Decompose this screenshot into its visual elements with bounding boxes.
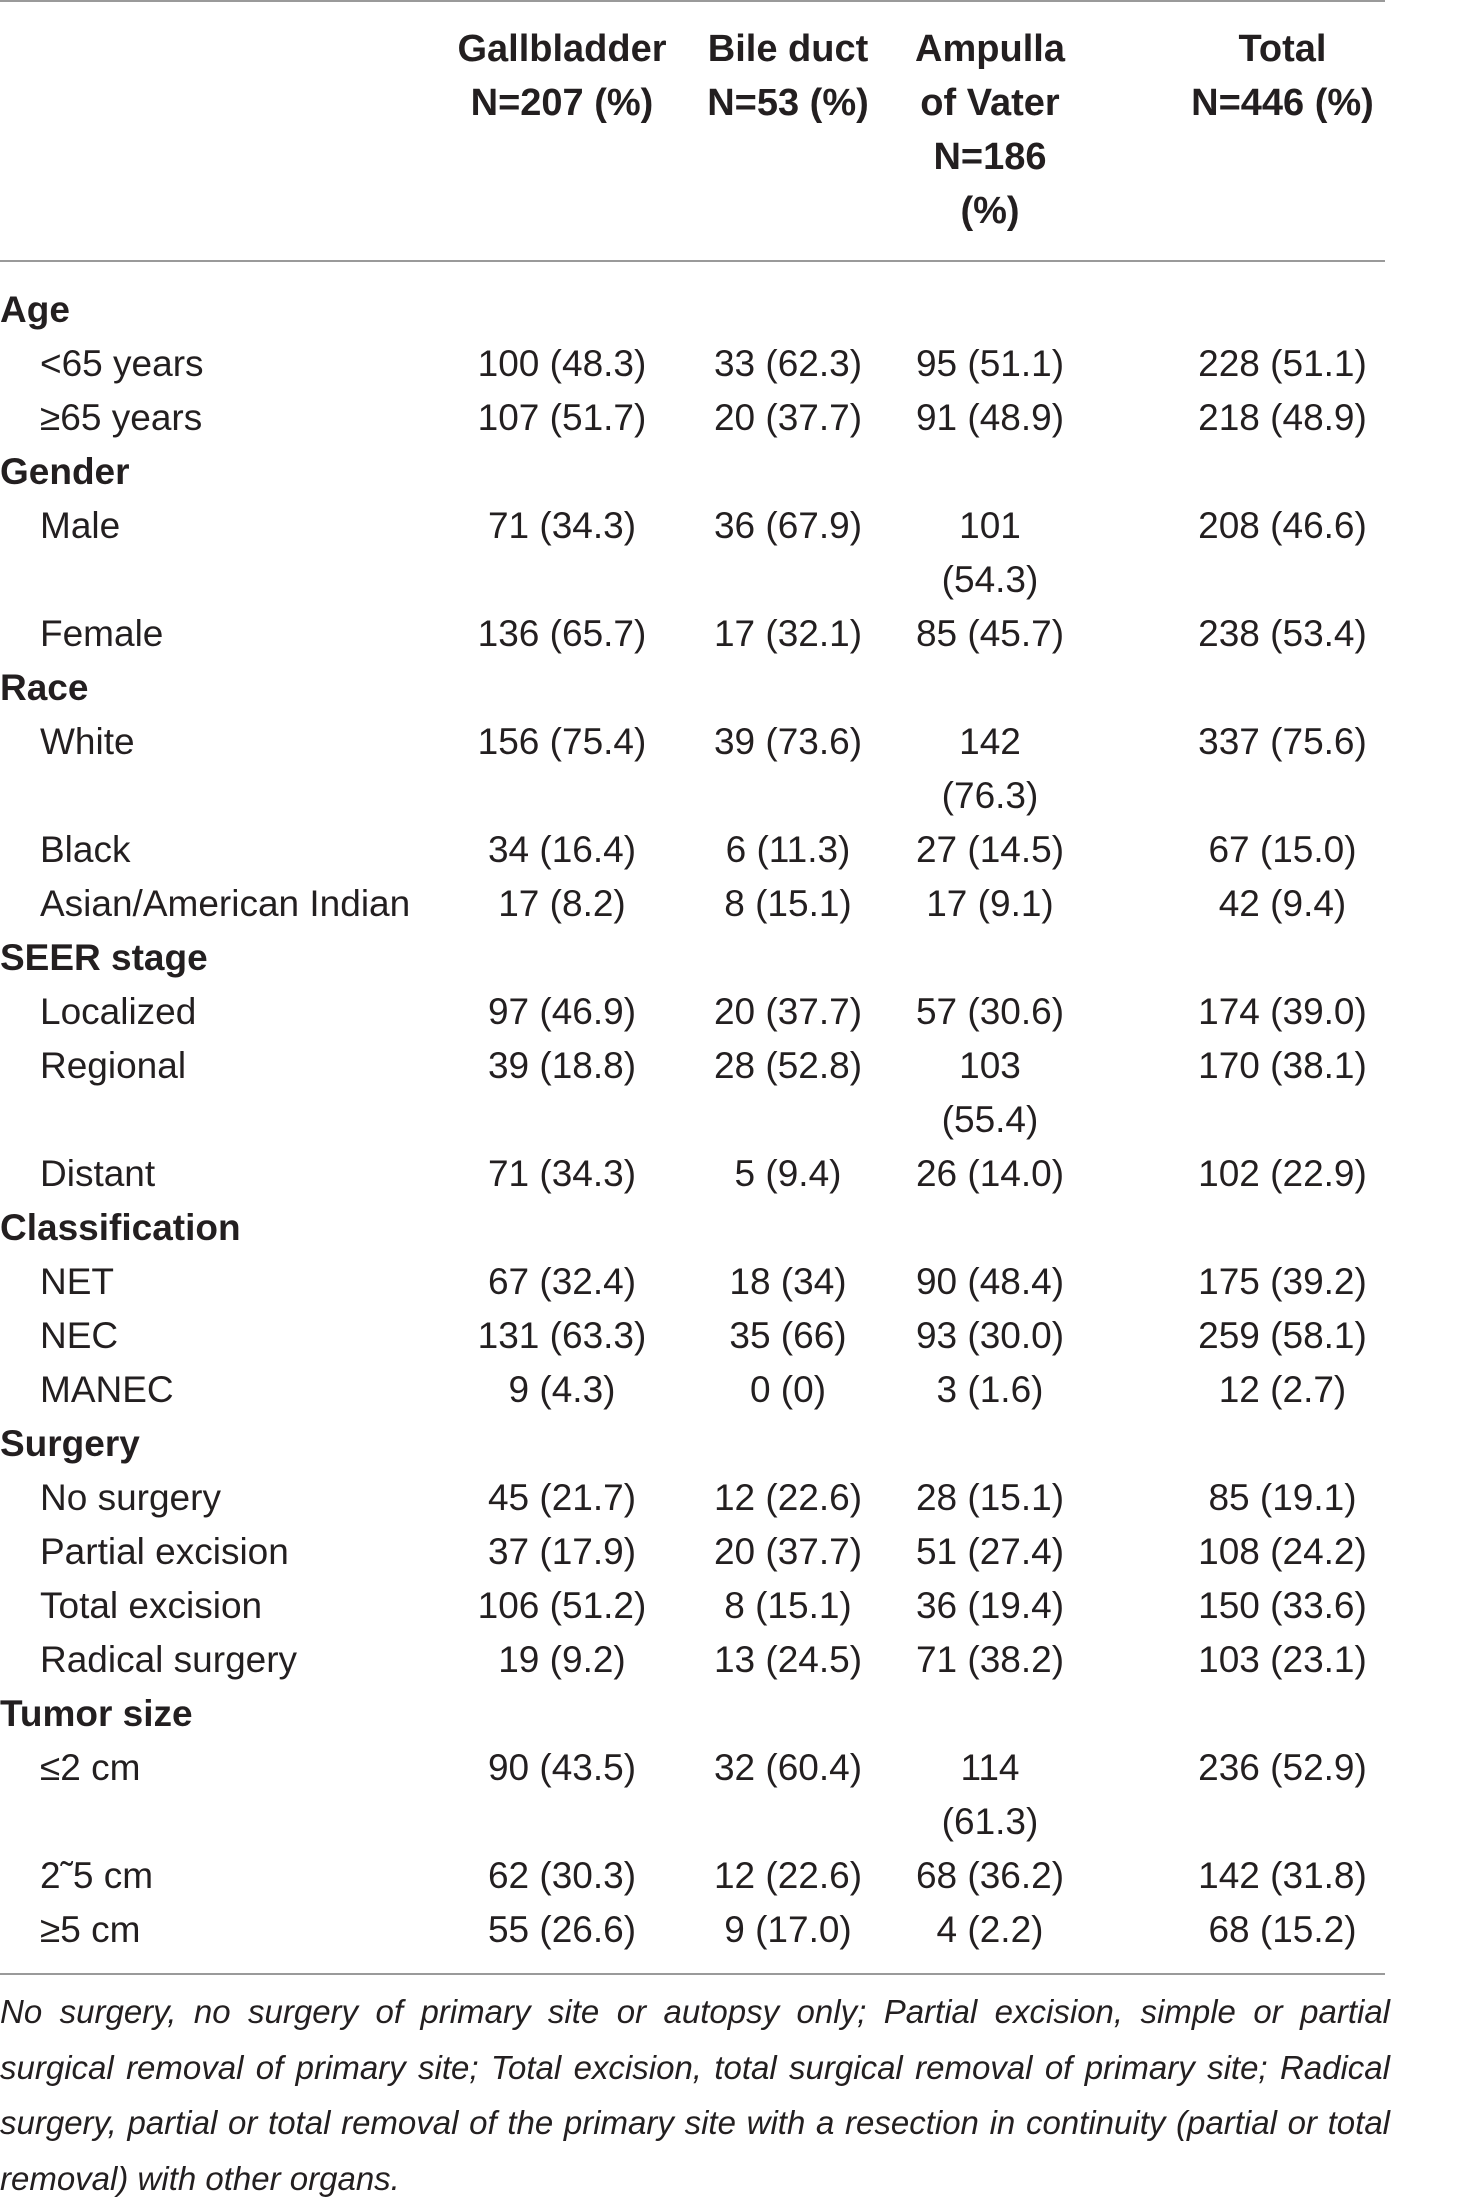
table-row [0,1849,1460,1903]
section-header-row [0,283,1460,337]
table-cell [447,1309,677,1363]
cell-line: 9 (4.3) [508,1369,616,1410]
cell-line: 71 (38.2) [915,1639,1065,1680]
cell-line: 37 (17.9) [487,1531,637,1572]
header-line: N=207 (%) [470,82,654,124]
table-cell [447,1903,677,1957]
cell-line: 142 (31.8) [1198,1855,1367,1896]
cell-line: 97 (46.9) [487,991,637,1032]
table-cell [688,1147,888,1201]
table-cell [1145,715,1420,769]
cell-line: 0 (0) [749,1369,827,1410]
table-cell [890,1741,1090,1849]
table-cell [890,1363,1090,1417]
cell-line: 5 (9.4) [734,1153,842,1194]
row-label: Regional [40,1045,187,1086]
section-label: SEER stage [0,937,208,978]
cell-line: (61.3) [941,1801,1039,1842]
row-label: NET [40,1261,114,1302]
table-cell [1145,337,1420,391]
cell-line: 114 [960,1747,1020,1788]
table-cell [447,1471,677,1525]
table-cell [890,1579,1090,1633]
table-cell [688,1903,888,1957]
header-rule [0,260,1385,262]
cell-line: 174 (39.0) [1198,991,1367,1032]
cell-line: 136 (65.7) [477,613,647,654]
table-cell [1145,1579,1420,1633]
row-label: Black [40,829,131,870]
table-cell [688,1525,888,1579]
header-line: N=186 [933,136,1047,178]
table-cell [890,715,1090,823]
table-cell [890,391,1090,445]
row-label: Partial excision [40,1531,289,1572]
table-cell [688,337,888,391]
table-row [0,607,1460,661]
table-cell [1145,1741,1420,1795]
cell-line: 68 (15.2) [1208,1909,1357,1950]
cell-line: 45 (21.7) [487,1477,637,1518]
row-label: Male [40,505,121,546]
column-header-bile-duct [688,22,888,130]
table-row [0,877,1460,931]
row-label: White [40,721,135,762]
table-cell [447,1255,677,1309]
table-cell [890,607,1090,661]
table-cell [1145,985,1420,1039]
cell-line: 150 (33.6) [1198,1585,1367,1626]
table-cell [688,499,888,553]
table-cell [890,337,1090,391]
cell-line: 90 (43.5) [487,1747,637,1788]
cell-line: 67 (32.4) [487,1261,637,1302]
table-cell [1145,1849,1420,1903]
cell-line: 68 (36.2) [915,1855,1065,1896]
cell-line: 95 (51.1) [915,343,1065,384]
cell-line: 26 (14.0) [915,1153,1065,1194]
cell-line: 6 (11.3) [725,829,851,870]
header-line: Bile duct [707,28,869,70]
row-label: Asian/American Indian [40,883,411,924]
table-cell [447,499,677,553]
table-cell [688,715,888,769]
table-row [0,985,1460,1039]
cell-line: (55.4) [941,1099,1039,1140]
table-row [0,1471,1460,1525]
table-cell [688,1039,888,1093]
cell-line: 142 [959,721,1021,762]
table-cell [1145,877,1420,931]
table-cell [1145,1525,1420,1579]
row-label: ≥65 years [40,397,203,438]
cell-line: 175 (39.2) [1198,1261,1367,1302]
cell-line: 91 (48.9) [915,397,1065,438]
column-header-total [1145,22,1420,130]
table-cell [447,1579,677,1633]
cell-line: 108 (24.2) [1198,1531,1367,1572]
table-row [0,1309,1460,1363]
cell-line: 17 (32.1) [713,613,863,654]
cell-line: 259 (58.1) [1198,1315,1367,1356]
table-cell [447,1363,677,1417]
cell-line: 57 (30.6) [915,991,1065,1032]
cell-line: 27 (14.5) [915,829,1065,870]
table-cell [688,877,888,931]
table-row [0,337,1460,391]
cell-line: 238 (53.4) [1198,613,1367,654]
cell-line: 101 [959,505,1021,546]
section-label: Classification [0,1207,241,1248]
section-label: Gender [0,451,130,492]
cell-line: 103 (23.1) [1198,1639,1367,1680]
table-cell [688,1849,888,1903]
table-cell [447,391,677,445]
row-label: Localized [40,991,197,1032]
table-cell [1145,1255,1420,1309]
row-label: <65 years [40,343,204,384]
table-cell [447,715,677,769]
table-cell [890,1903,1090,1957]
header-line: Ampulla [915,28,1065,70]
table-row [0,391,1460,445]
cell-line: (54.3) [941,559,1039,600]
cell-line: 62 (30.3) [487,1855,637,1896]
cell-line: 20 (37.7) [713,397,863,438]
cell-line: 102 (22.9) [1198,1153,1367,1194]
table-cell [1145,1147,1420,1201]
table-cell [890,1309,1090,1363]
cell-line: 19 (9.2) [498,1639,626,1680]
header-line: Total [1238,28,1327,70]
table-cell [1145,1633,1420,1687]
section-header-row [0,1201,1460,1255]
cell-line: 337 (75.6) [1198,721,1367,762]
table-cell [1145,823,1420,877]
row-label: NEC [40,1315,119,1356]
section-header-row [0,1417,1460,1471]
cell-line: 3 (1.6) [936,1369,1044,1410]
table-cell [890,1849,1090,1903]
cell-line: 51 (27.4) [915,1531,1065,1572]
table-cell [890,1255,1090,1309]
row-label: Distant [40,1153,156,1194]
section-header-row [0,931,1460,985]
cell-line: 55 (26.6) [487,1909,637,1950]
cell-line: 17 (8.2) [498,883,626,924]
cell-line: 12 (2.7) [1218,1369,1347,1410]
cell-line: 131 (63.3) [477,1315,647,1356]
table-footnote: No surgery, no surgery of primary site or autopsy only; Partial excision, simple or partial surgical removal of primary site; Total excision, total surgical removal of primary site; Radical surgery, partial or total removal of the primary site with a resection in continuity (partial or total removal) with other organs. [0,1993,1390,2197]
cell-line: 28 (15.1) [915,1477,1065,1518]
header-line: Gallbladder [457,28,667,70]
table-cell [688,607,888,661]
cell-line: 35 (66) [729,1315,847,1356]
table-cell [447,1525,677,1579]
cell-line: 156 (75.4) [477,721,647,762]
section-header-row [0,445,1460,499]
cell-line: 36 (67.9) [713,505,863,546]
row-label: ≥5 cm [40,1909,141,1950]
cell-line: 218 (48.9) [1198,397,1367,438]
table-cell [688,1633,888,1687]
table-cell [688,1309,888,1363]
table-cell [447,607,677,661]
table-cell [447,1039,677,1093]
cell-line: 228 (51.1) [1198,343,1367,384]
header-line: of Vater [920,82,1060,124]
table-cell [890,877,1090,931]
cell-line: 208 (46.6) [1198,505,1367,546]
table-cell [688,823,888,877]
row-label: Total excision [40,1585,263,1626]
row-label: Radical surgery [40,1639,298,1680]
cell-line: 71 (34.3) [487,1153,637,1194]
table-cell [890,1525,1090,1579]
section-label: Surgery [0,1423,140,1464]
table-row [0,823,1460,877]
table-cell [1145,499,1420,553]
header-line: (%) [960,190,1020,232]
table-cell [688,391,888,445]
cell-line: 18 (34) [729,1261,847,1302]
cell-line: 32 (60.4) [713,1747,863,1788]
table-cell [688,1579,888,1633]
table-cell [447,1741,677,1795]
cell-line: 93 (30.0) [915,1315,1065,1356]
table-cell [447,1849,677,1903]
row-label: ≤2 cm [40,1747,141,1788]
cell-line: 90 (48.4) [915,1261,1065,1302]
table-row [0,1147,1460,1201]
table-cell [688,1741,888,1795]
row-label: MANEC [40,1369,174,1410]
table-cell [890,1039,1090,1147]
table-cell [890,985,1090,1039]
table-cell [1145,1471,1420,1525]
row-label: No surgery [40,1477,221,1518]
cell-line: 8 (15.1) [724,1585,852,1626]
top-rule [0,0,1385,2]
cell-line: 12 (22.6) [713,1855,863,1896]
table-cell [1145,1903,1420,1957]
row-label: Female [40,613,164,654]
table-row [0,499,1460,607]
table-cell [688,985,888,1039]
cell-line: 12 (22.6) [713,1477,863,1518]
section-label: Race [0,667,89,708]
table-row [0,1741,1460,1849]
section-label: Tumor size [0,1693,193,1734]
cell-line: 8 (15.1) [724,883,852,924]
table-row [0,1903,1460,1957]
table-cell [890,1147,1090,1201]
cell-line: 13 (24.5) [713,1639,863,1680]
table-cell [1145,1039,1420,1093]
table-row [0,1039,1460,1147]
table-row [0,715,1460,823]
cell-line: 106 (51.2) [477,1585,647,1626]
row-label: 2˜5 cm [40,1855,154,1896]
cell-line: 4 (2.2) [936,1909,1044,1950]
cell-line: 170 (38.1) [1198,1045,1367,1086]
table-row [0,1255,1460,1309]
cell-line: 9 (17.0) [724,1909,852,1950]
cell-line: 17 (9.1) [926,883,1054,924]
table-cell [1145,391,1420,445]
table-cell [447,877,677,931]
cell-line: 39 (73.6) [713,721,863,762]
table-row [0,1579,1460,1633]
table-cell [688,1471,888,1525]
table-cell [890,499,1090,607]
table-cell [447,985,677,1039]
header-line: N=53 (%) [707,82,869,124]
cell-line: 20 (37.7) [713,1531,863,1572]
cell-line: 103 [959,1045,1021,1086]
cell-line: 36 (19.4) [915,1585,1065,1626]
table-cell [1145,1363,1420,1417]
section-header-row [0,661,1460,715]
column-header-ampulla-of-vater [890,22,1090,238]
cell-line: 39 (18.8) [487,1045,637,1086]
cell-line: 236 (52.9) [1198,1747,1367,1788]
table-row [0,1525,1460,1579]
table-cell [688,1255,888,1309]
table-cell [447,1147,677,1201]
cell-line: 85 (45.7) [915,613,1065,654]
table-cell [1145,607,1420,661]
table-cell [688,1363,888,1417]
table-cell [447,823,677,877]
header-line: N=446 (%) [1191,82,1374,124]
cell-line: 28 (52.8) [713,1045,863,1086]
cell-line: (76.3) [941,775,1039,816]
table-row [0,1363,1460,1417]
column-header-gallbladder [447,22,677,130]
table-cell [890,1471,1090,1525]
table-row [0,1633,1460,1687]
cell-line: 67 (15.0) [1208,829,1357,870]
table-cell [447,1633,677,1687]
table-cell [447,337,677,391]
table-cell [1145,1309,1420,1363]
cell-line: 33 (62.3) [713,343,863,384]
table-cell [890,1633,1090,1687]
cell-line: 71 (34.3) [487,505,637,546]
cell-line: 107 (51.7) [477,397,647,438]
section-label: Age [0,289,70,330]
section-header-row [0,1687,1460,1741]
cell-line: 20 (37.7) [713,991,863,1032]
cell-line: 34 (16.4) [487,829,637,870]
cell-line: 85 (19.1) [1208,1477,1357,1518]
table-cell [890,823,1090,877]
bottom-rule [0,1973,1385,1975]
cell-line: 42 (9.4) [1218,883,1347,924]
cell-line: 100 (48.3) [477,343,647,384]
